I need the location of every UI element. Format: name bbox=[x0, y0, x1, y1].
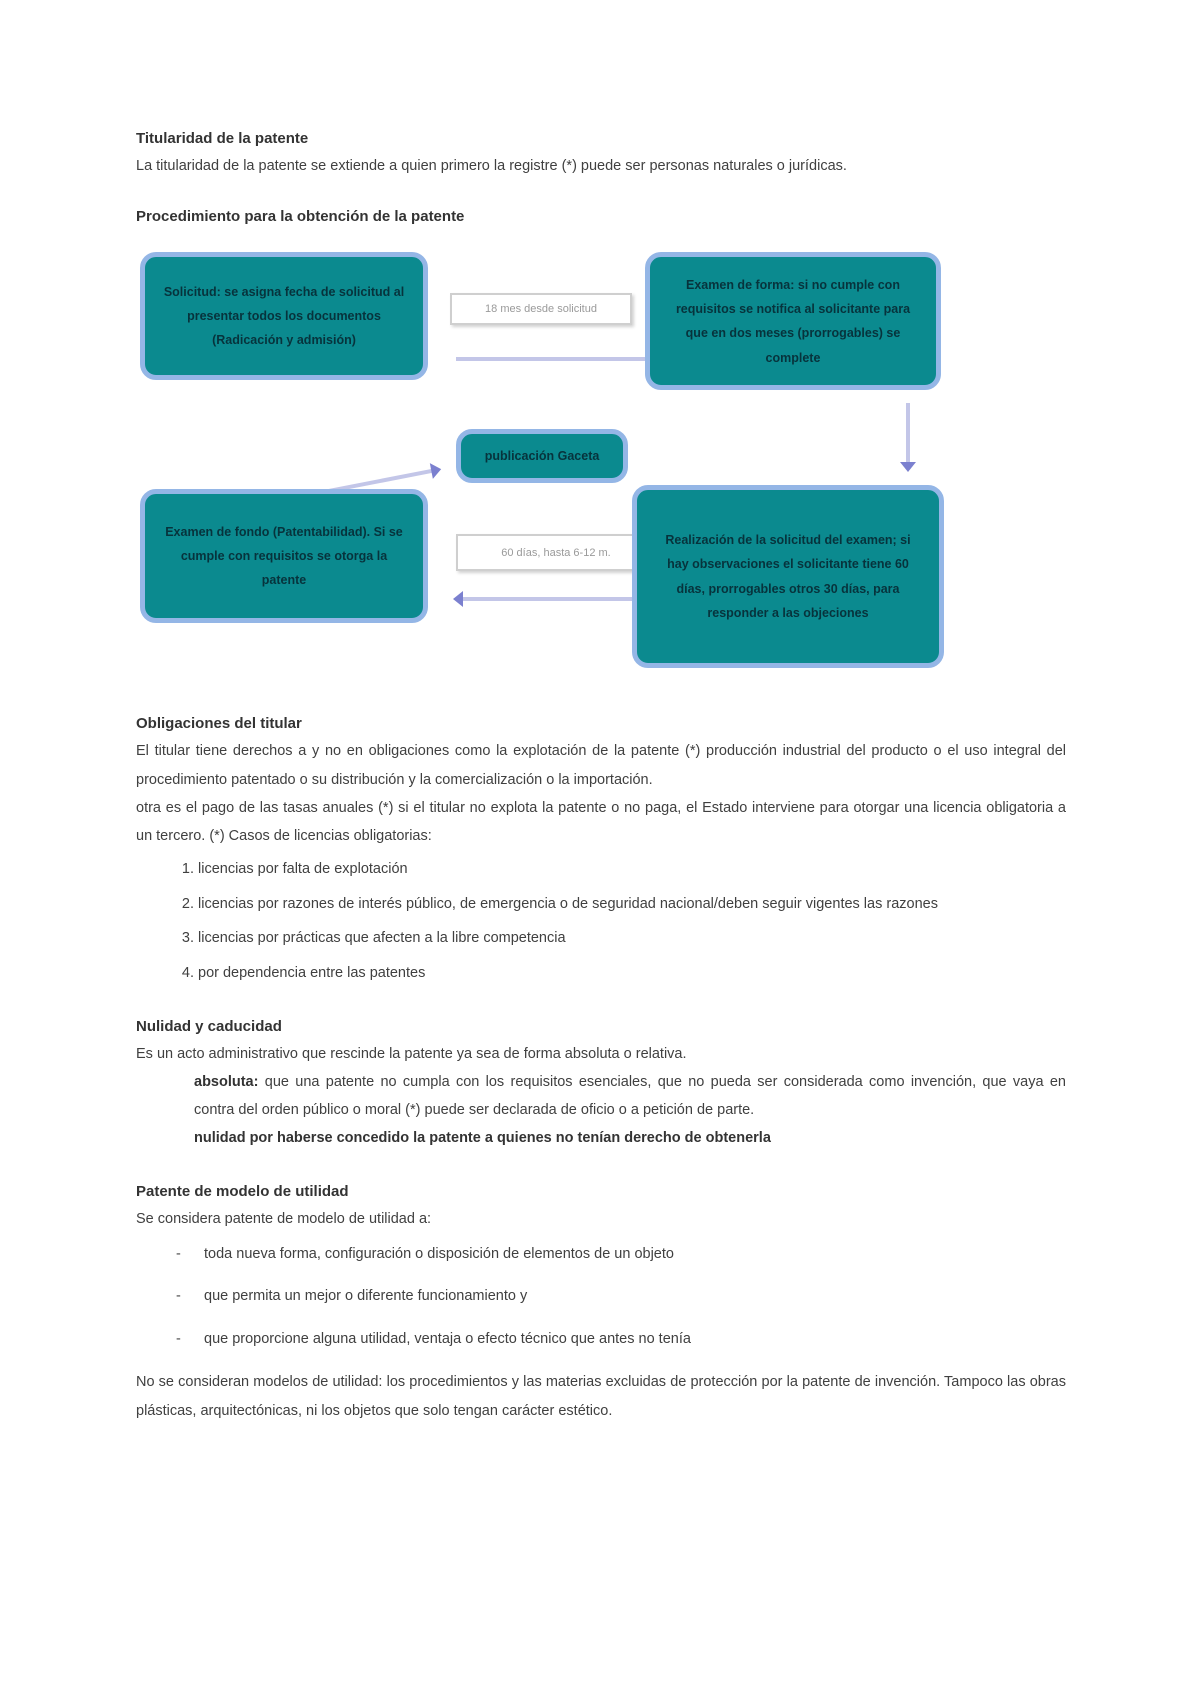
list-item: 2. licencias por razones de interés público, de emergencia o de seguridad nacional/deben seguir vigentes las razones bbox=[198, 891, 1066, 919]
arrow-right-icon bbox=[456, 357, 646, 361]
paragraph-titularidad: La titularidad de la patente se extiende a quien primero la registre (*) puede ser personas naturales o jurídicas. bbox=[136, 158, 847, 174]
flow-label-bottom: 60 días, hasta 6-12 m. bbox=[456, 534, 656, 571]
list-item: - que permita un mejor o diferente funcionamiento y bbox=[176, 1283, 1066, 1311]
heading-modelo: Patente de modelo de utilidad bbox=[136, 1182, 349, 1200]
paragraph-obligaciones-2: otra es el pago de las tasas anuales (*) si el titular no explota la patente o no paga, el Estado interviene para otorgar una licencia obligatoria a un tercero. (*) Casos de licencias obligatorias: bbox=[136, 799, 1066, 845]
heading-obligaciones: Obligaciones del titular bbox=[136, 715, 302, 733]
patent-procedure-flowchart bbox=[136, 237, 1066, 685]
flow-box-publicacion: publicación Gaceta bbox=[456, 429, 628, 483]
paragraph-modelo-intro: Se considera patente de modelo de utilidad a: bbox=[136, 1210, 432, 1227]
flow-box-examen-forma: Examen de forma: si no cumple con requisitos se notifica al solicitante para que en dos meses (prorrogables) se complete bbox=[645, 252, 941, 390]
arrow-down-icon bbox=[906, 403, 910, 463]
heading-nulidad: Nulidad y caducidad bbox=[136, 1017, 282, 1035]
nulidad-absoluta-block bbox=[194, 1068, 1066, 1153]
flow-box-respuesta: Realización de la solicitud del examen; si hay observaciones el solicitante tiene 60 días, prorrogables otros 30 días, para responder a las objeciones bbox=[632, 485, 944, 668]
list-item: 1. licencias por falta de explotación bbox=[198, 856, 1066, 884]
list-item: - toda nueva forma, configuración o disposición de elementos de un objeto bbox=[176, 1241, 1066, 1269]
flow-box-examen-fondo: Examen de fondo (Patentabilidad). Si se cumple con requisitos se otorga la patente bbox=[140, 489, 428, 623]
heading-procedimiento: Procedimiento para la obtención de la patente bbox=[136, 208, 465, 226]
paragraph-obligaciones-1: El titular tiene derechos a y no en obligaciones como la explotación de la patente (*) producción industrial del producto o el uso integral del procedimiento patentado o su distribución y la comercialización o la importación. bbox=[136, 743, 1066, 788]
obligaciones-list bbox=[136, 856, 1066, 987]
modelo-bullet-list bbox=[136, 1241, 1066, 1354]
list-item: 3. licencias por prácticas que afecten a la libre competencia bbox=[198, 925, 1066, 953]
list-item: 4. por dependencia entre las patentes bbox=[198, 960, 1066, 988]
nulidad-absoluta-text: que una patente no cumpla con los requisitos esenciales, que no pueda ser considerada como invención, que vaya en contra del orden público o moral (*) puede ser declarada de oficio o a petición de parte. bbox=[194, 1073, 1066, 1119]
arrowhead-icon bbox=[900, 462, 916, 472]
paragraph-modelo-outro: No se consideran modelos de utilidad: los procedimientos y las materias excluidas de protección por la patente de invención. Tampoco las obras plásticas, arquitectónicas, ni los objetos que solo tengan carácter estético. bbox=[136, 1374, 1066, 1419]
arrow-left-icon bbox=[462, 597, 658, 601]
list-item: - que proporcione alguna utilidad, ventaja o efecto técnico que antes no tenía bbox=[176, 1326, 1066, 1354]
heading-titularidad: Titularidad de la patente bbox=[136, 130, 309, 147]
flow-box-solicitud: Solicitud: se asigna fecha de solicitud al presentar todos los documentos (Radicación y admisión) bbox=[140, 252, 428, 380]
nulidad-absoluta-label: absoluta: bbox=[194, 1073, 259, 1090]
nulidad-bold-line: nulidad por haberse concedido la patente a quienes no tenían derecho de obtenerla bbox=[194, 1130, 771, 1147]
document-content bbox=[136, 130, 1066, 1425]
paragraph-nulidad-intro: Es un acto administrativo que rescinde la patente ya sea de forma absoluta o relativa. bbox=[136, 1045, 687, 1062]
arrowhead-icon bbox=[430, 462, 443, 480]
flow-label-top: 18 mes desde solicitud bbox=[450, 293, 632, 325]
arrowhead-icon bbox=[453, 591, 463, 607]
